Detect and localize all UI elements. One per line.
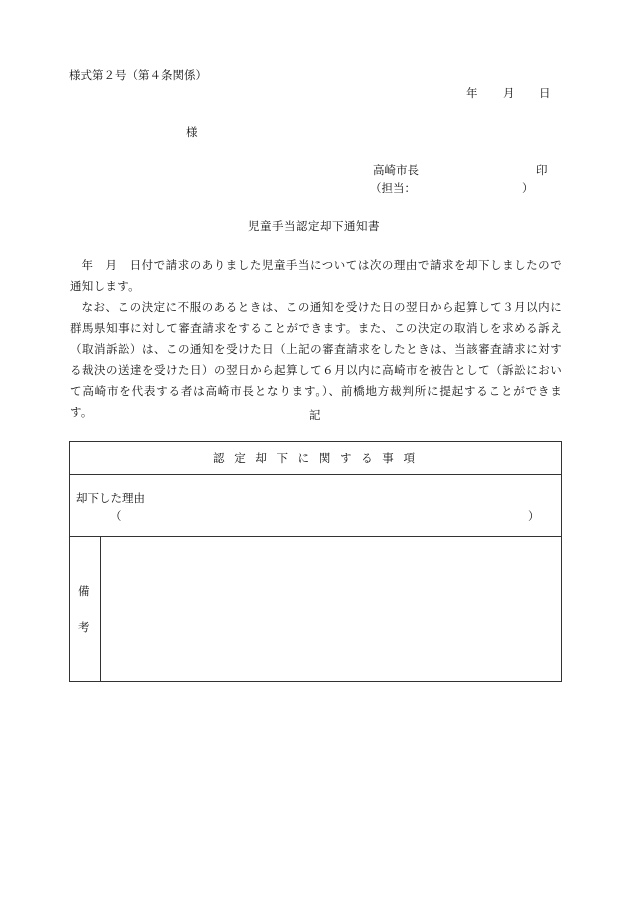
remarks-label-cell <box>70 537 101 682</box>
reason-open: （ <box>110 509 122 523</box>
date-year: 年 <box>466 86 478 100</box>
remarks-char-2: 考 <box>78 620 90 634</box>
paragraph-notice: 年 月 日付で請求のありました児童手当については次の理由で請求を却下しましたので通知します。 <box>70 258 562 293</box>
date-day: 日 <box>539 86 551 100</box>
form-number: 様式第２号（第４条関係） <box>69 68 207 82</box>
reason-label: 却下した理由 <box>76 491 145 505</box>
table-header <box>70 442 562 475</box>
table-header-label: 認 定 却 下 に 関 す る 事 項 <box>213 451 418 465</box>
document-title: 児童手当認定却下通知書 <box>248 219 380 233</box>
remarks-content-cell[interactable] <box>101 537 562 682</box>
mayor-title: 高崎市長 <box>373 163 419 177</box>
reason-cell <box>70 475 562 537</box>
addressee-suffix: 様 <box>186 125 198 139</box>
contact-close: ） <box>522 181 534 195</box>
ki-label: 記 <box>309 408 321 422</box>
date-month: 月 <box>503 86 515 100</box>
remarks-char-1: 備 <box>78 584 90 598</box>
paragraph-appeal: なお、この決定に不服のあるときは、この通知を受けた日の翌日から起算して３月以内に群馬県知事に対して審査請求をすることができます。また、この決定の取消しを求める訴え（取消訴訟）は、この通知を受けた日（上記の審査請求をしたときは、当該審査請求に対する裁決の送達を受けた日）の翌日から起算して６月以内に高崎市を被告として（訴訟において高崎市を代表する者は高崎市長となります。）、前橋地方裁判所に提起することができます。 <box>70 300 562 419</box>
items-table <box>69 441 562 682</box>
body-text <box>70 255 562 423</box>
reason-close: ） <box>528 509 540 523</box>
contact-open: （担当： <box>370 181 416 195</box>
seal-mark: 印 <box>536 163 548 177</box>
